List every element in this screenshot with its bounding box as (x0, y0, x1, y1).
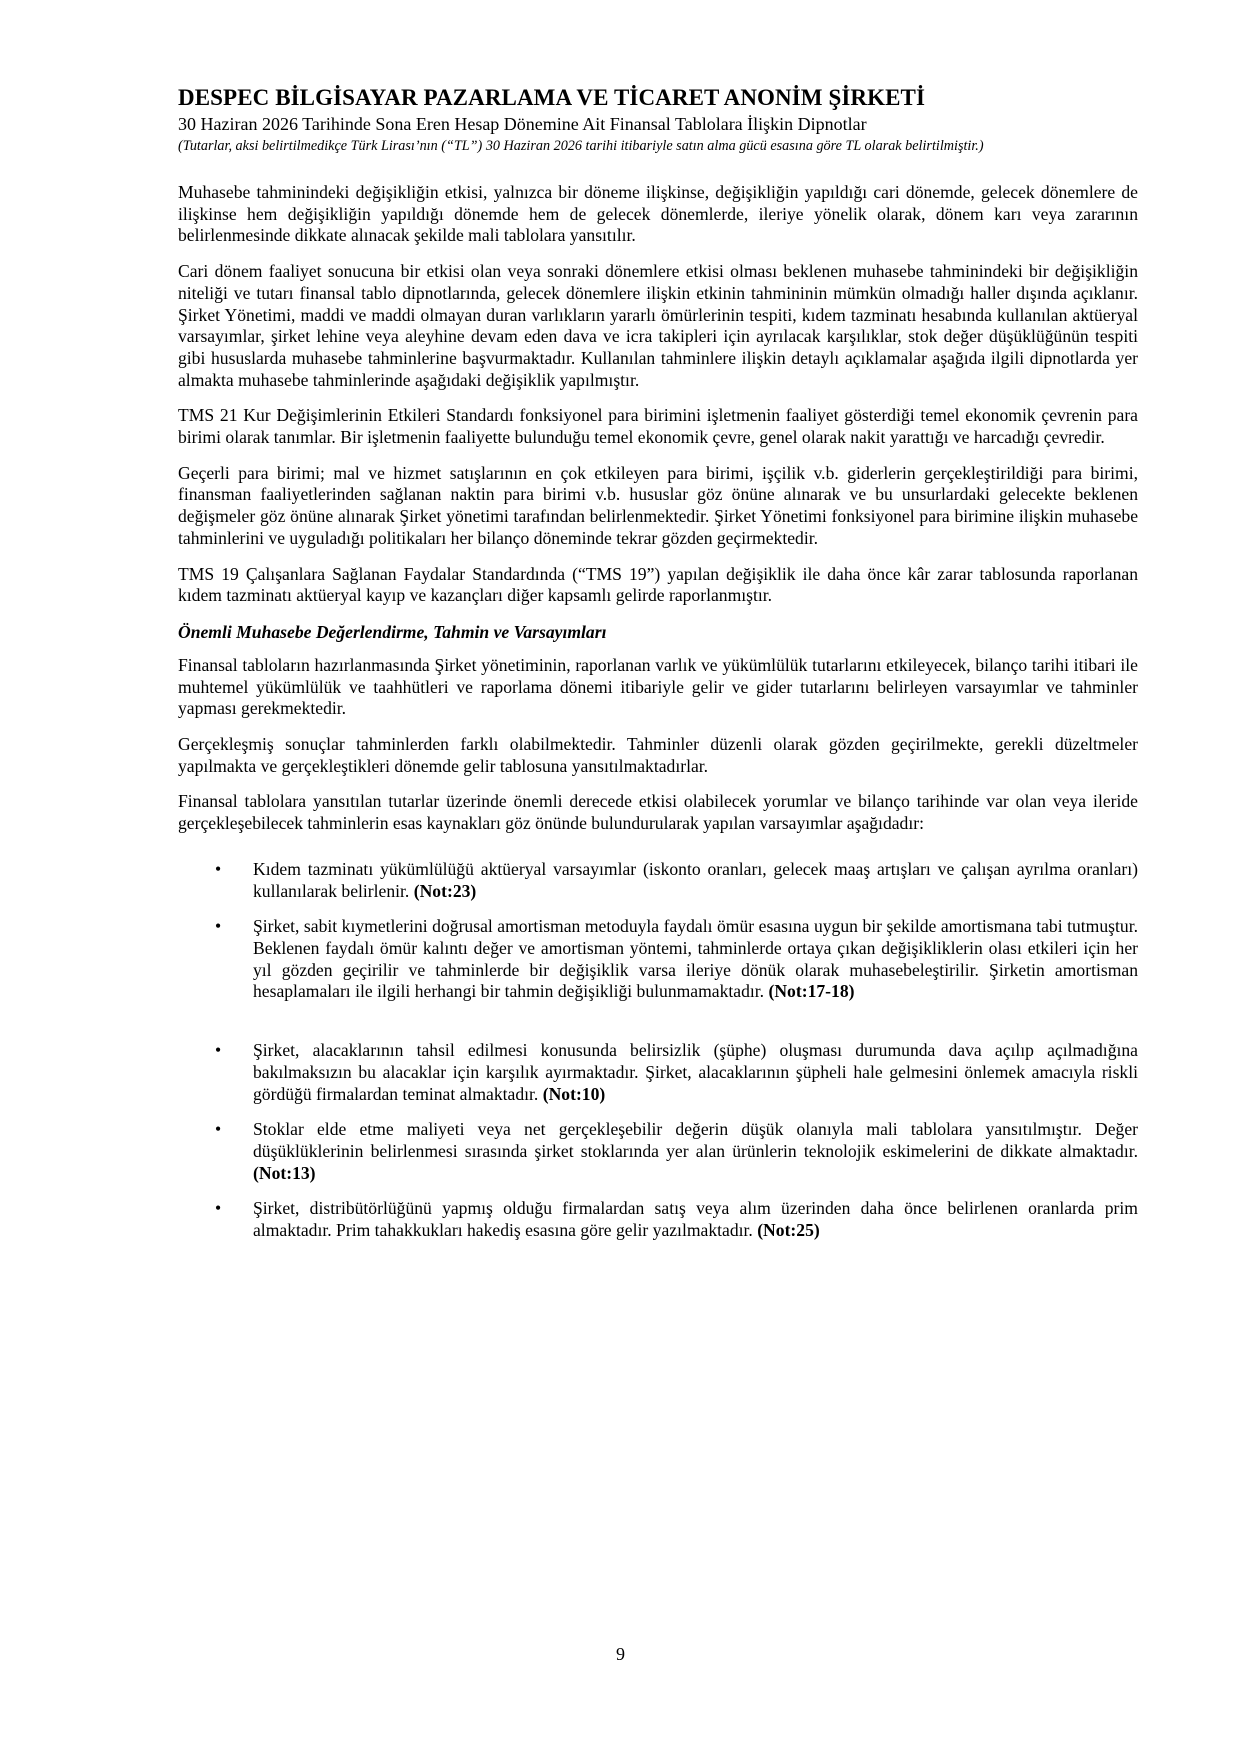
note-reference: (Not:17-18) (768, 981, 855, 1002)
list-item-text: Kıdem tazminatı yükümlülüğü aktüeryal varsayımlar (iskonto oranları, gelecek maaş artışları ve çalışan ayrılma oranları) kullanılarak belirlenir. (253, 858, 1138, 901)
paragraph: Muhasebe tahminindeki değişikliğin etkisi, yalnızca bir döneme ilişkinse, değişikliğin yapıldığı cari dönemde, gelecek dönemlere de ilişkinse hem değişikliğin yapıldığı dönemde hem de gelecek dönemlerde, ileriye yönelik olarak, dönem karı veya zararının belirlenmesinde dikkate alınacak şekilde mali tablolara yansıtılır. (178, 182, 1138, 246)
note-reference: (Not:13) (253, 1162, 316, 1183)
company-name: DESPEC BİLGİSAYAR PAZARLAMA VE TİCARET ANONİM ŞİRKETİ (178, 85, 926, 110)
assumption-list (178, 859, 1138, 1242)
page-number: 9 (616, 1644, 625, 1664)
paragraph: Gerçekleşmiş sonuçlar tahminlerden farklı olabilmektedir. Tahminler düzenli olarak gözden geçirilmekte, gerekli düzeltmeler yapılmakta ve gerçekleştikleri dönemde gelir tablosuna yansıtılmaktadırlar. (178, 734, 1138, 776)
paragraph: Cari dönem faaliyet sonucuna bir etkisi olan veya sonraki dönemlere etkisi olması beklenen muhasebe tahminindeki bir değişikliğin niteliği ve tutarı finansal tablo dipnotlarında, gelecek dönemlere ilişkin etkinin tahmininin mümkün olmadığı haller dışında açıklanır. Şirket Yönetimi, maddi ve maddi olmayan duran varlıkların yararlı ömürlerinin tespiti, kıdem tazminatı hesabında kullanılan aktüeryal varsayımlar, şirket lehine veya aleyhine devam eden dava ve icra takipleri için ayrılacak karşılıklar, stok değer düşüklüğünün tespiti gibi hususlarda muhasebe tahminlerine başvurmaktadır. Kullanılan tahminlere ilişkin detaylı açıklamalar aşağıda ilgili dipnotlarda yer almakta muhasebe tahminlerinde aşağıdaki değişiklik yapılmıştır. (178, 261, 1138, 390)
section-heading: Önemli Muhasebe Değerlendirme, Tahmin ve Varsayımları (178, 621, 607, 642)
paragraph: Finansal tablolara yansıtılan tutarlar üzerinde önemli derecede etkisi olabilecek yorumlar ve bilanço tarihinde var olan veya ileride gerçekleşebilecek tahminlerin esas kaynakları göz önünde bulundurularak yapılan varsayımlar aşağıdadır: (178, 791, 1138, 834)
page-header (178, 84, 1178, 156)
currency-note: (Tutarlar, aksi belirtilmedikçe Türk Lirası’nın (“TL”) 30 Haziran 2026 tarihi itibariyle satın alma gücü esasına göre TL olarak belirtilmiştir.) (178, 138, 984, 154)
list-item (178, 916, 1138, 1003)
note-reference: (Not:23) (413, 880, 477, 901)
paragraph: TMS 19 Çalışanlara Sağlanan Faydalar Standardında (“TMS 19”) yapılan değişiklik ile daha önce kâr zarar tablosunda raporlanan kıdem tazminatı aktüeryal kayıp ve kazançları diğer kapsamlı gelirde raporlanmıştır. (178, 563, 1138, 606)
note-reference: (Not:10) (542, 1083, 606, 1104)
bullet-icon: • (215, 1198, 222, 1219)
list-item-text: Stoklar elde etme maliyeti veya net gerçekleşebilir değerin düşük olanıyla mali tablolara yansıtılmıştır. Değer düşüklüklerinin belirlenmesi sırasında şirket stoklarında yer alan ürünlerin teknolojik eskimelerini de dikkate almaktadır. (253, 1119, 1138, 1161)
list-item (178, 859, 1138, 902)
list-item-text: Şirket, sabit kıymetlerini doğrusal amortisman metoduyla faydalı ömür esasına uygun bir şekilde amortismana tabi tutmuştur. Beklenen faydalı ömür kalıntı değer ve amortisman yöntemi, tahminlerde ortaya çıkan değişikliklerin olası etkileri için her yıl gözden geçirilir ve tahminlerde bir değişiklik varsa ileriye dönük olarak muhasebeleştirilir. Şirketin amortisman hesaplamaları ile ilgili herhangi bir tahmin değişikliği bulunmamaktadır. (253, 916, 1138, 1002)
list-item (178, 1119, 1138, 1184)
list-item (178, 1040, 1138, 1105)
body-content (178, 182, 1138, 1256)
paragraph: Geçerli para birimi; mal ve hizmet satışlarının en çok etkileyen para birimi, işçilik v.b. giderlerin gerçekleştirildiği para birimi, finansman faaliyetlerinden sağlanan naktin para birimi v.b. hususlar göz önüne alınarak ve bu unsurlardaki gelecekte beklenen değişmeler göz önüne alınarak Şirket yönetimi tarafından belirlenmektedir. Şirket Yönetimi fonksiyonel para birimine ilişkin muhasebe tahminlerini ve uyguladığı politikaları her bilanço döneminde tekrar gözden geçirmektedir. (178, 462, 1138, 548)
report-subtitle: 30 Haziran 2026 Tarihinde Sona Eren Hesap Dönemine Ait Finansal Tablolara İlişkin Dipnotlar (178, 114, 867, 134)
bullet-icon: • (215, 1040, 222, 1061)
paragraph: Finansal tabloların hazırlanmasında Şirket yönetiminin, raporlanan varlık ve yükümlülük tutarlarını etkileyecek, bilanço tarihi itibari ile muhtemel yükümlülük ve taahhütleri ve raporlama dönemi itibariyle gelir ve gider tutarlarını belirleyen varsayımlar ve tahminler yapması gerekmektedir. (178, 654, 1138, 719)
note-reference: (Not:25) (757, 1220, 820, 1241)
bullet-icon: • (215, 858, 222, 879)
bullet-icon: • (215, 916, 222, 937)
list-item (178, 1198, 1138, 1241)
list-item-text: Şirket, alacaklarının tahsil edilmesi konusunda belirsizlik (şüphe) oluşması durumunda dava açılıp açılmadığına bakılmaksızın bu alacaklar için karşılık ayırmaktadır. Şirket, alacaklarının şüpheli hale gelmesini önlemek amacıyla riskli gördüğü firmalardan teminat almaktadır. (253, 1040, 1138, 1104)
paragraph: TMS 21 Kur Değişimlerinin Etkileri Standardı fonksiyonel para birimini işletmenin faaliyet gösterdiği temel ekonomik çevrenin para birimi olarak tanımlar. Bir işletmenin faaliyette bulunduğu temel ekonomik çevre, genel olarak nakit yarattığı ve harcadığı çevredir. (178, 405, 1138, 448)
list-item-text: Şirket, distribütörlüğünü yapmış olduğu firmalardan satış veya alım üzerinden daha önce belirlenen oranlarda prim almaktadır. Prim tahakkukları hakediş esasına göre gelir yazılmaktadır. (253, 1198, 1138, 1241)
bullet-icon: • (215, 1119, 222, 1140)
